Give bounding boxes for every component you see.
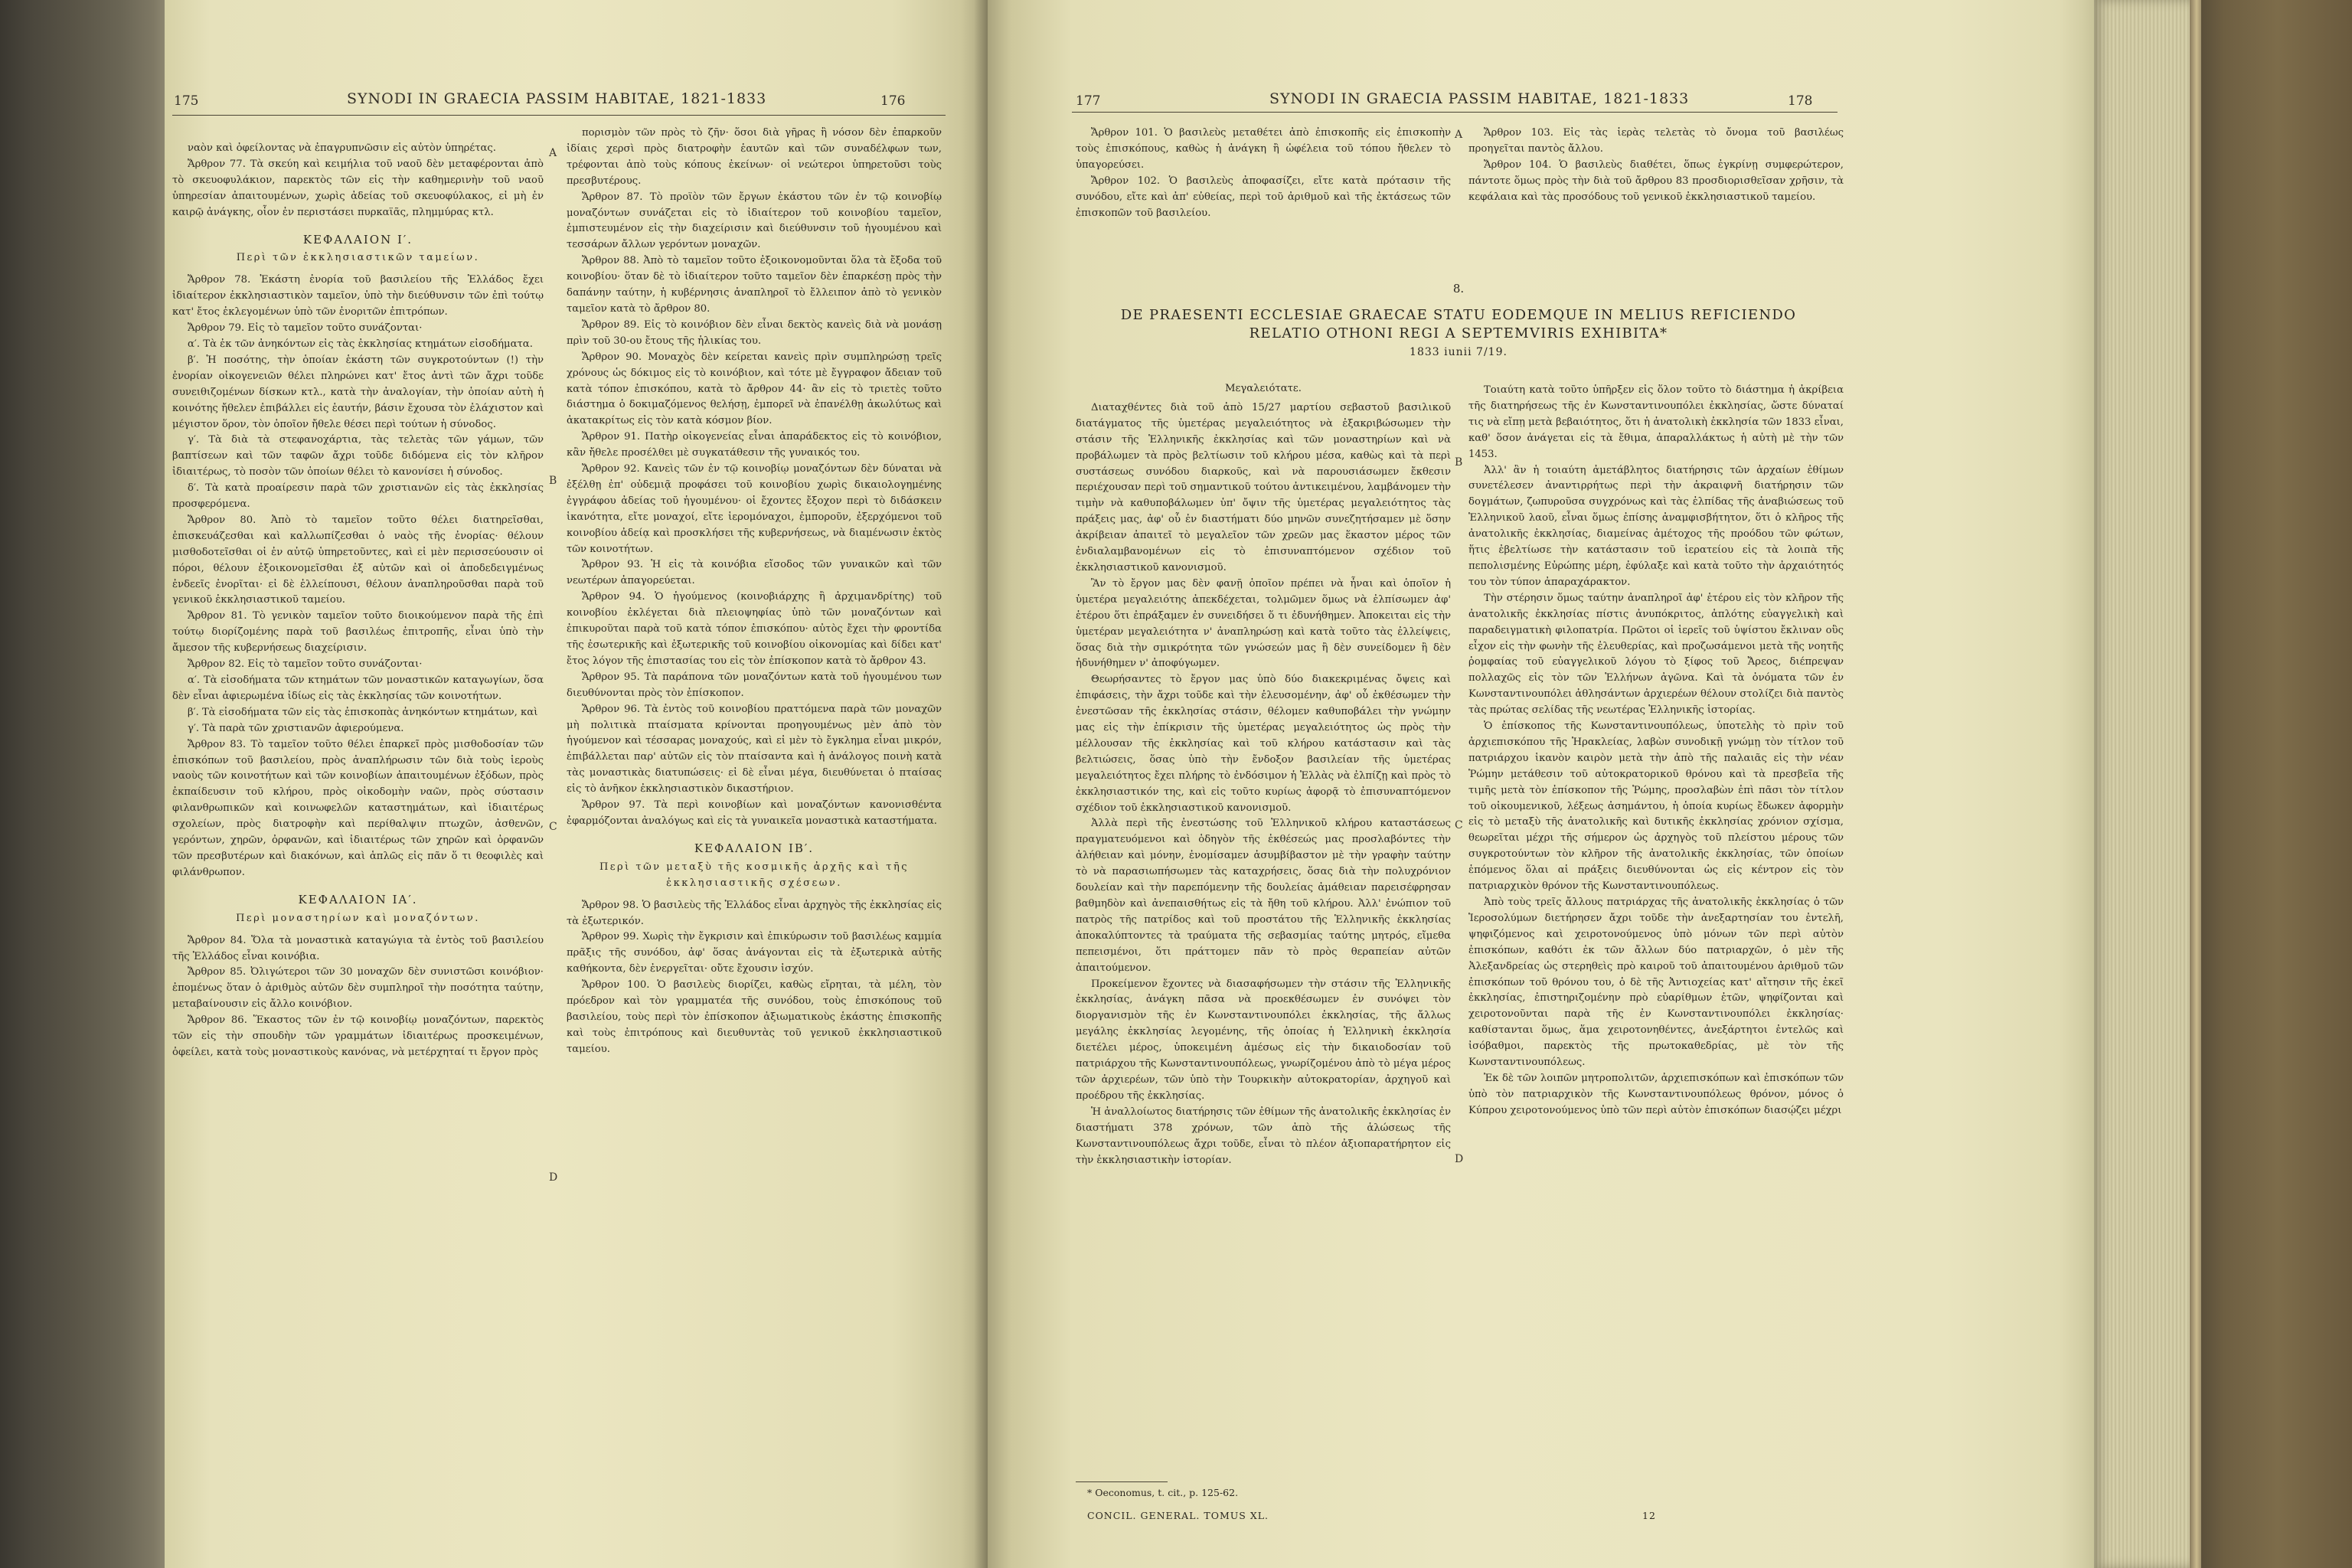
right-margin-marker-b: B xyxy=(1455,456,1463,469)
chapter-subtitle: Περὶ μοναστηρίων καὶ μοναζόντων. xyxy=(236,912,480,924)
margin-marker-d: D xyxy=(549,1171,558,1184)
paragraph: Ἄρθρον 94. Ὁ ἡγούμενος (κοινοβιάρχης ἢ ἀρχιμανδρίτης) τοῦ κοινοβίου ἐκλέγεται διὰ πλειοψηφίας ὑπὸ τῶν μοναζόντων καὶ ἐπικυροῦται παρὰ τοῦ κατὰ τόπον ἐπισκόπου· αὐτὸς ἔχει τὴν φροντίδα τῆς ἐσωτερικῆς καὶ ἐξωτερικῆς τοῦ κοινοβίου οἰκονομίας καὶ δίδει κατ' ἔτος λόγον τῆς ἐπιστασίας του εἰς τὸν ἐπίσκοπον κατὰ τὸ ἄρθρον 43. xyxy=(567,591,942,667)
paragraph: α′. Τὰ ἐκ τῶν ἀνηκόντων εἰς τὰς ἐκκλησίας κτημάτων εἰσοδήματα. xyxy=(188,338,533,350)
page-number-175: 175 xyxy=(174,93,199,109)
document-heading xyxy=(1072,282,1845,358)
document-date: 1833 iunii 7/19. xyxy=(1410,346,1508,358)
paragraph: Ἄρθρον 96. Τὰ ἐντὸς τοῦ κοινοβίου πραττόμενα παρὰ τῶν μοναχῶν μὴ πολιτικὰ πταίσματα κρίνονται προηγουμένως μὲν ἀπὸ τὸν ἡγούμενον καὶ τέσσαρας μοναχούς, καὶ εἰ μὲν τὸ ἔγκλημα εἶναι μικρόν, ἐπιβάλλεται παρ' αὐτῶν εἰς τὸν πταίσαντα καὶ ἡ ἀνάλογος ποινὴ κατὰ τὰς μοναστικὰς διατυπώσεις· εἰ δὲ εἶναι μέγα, διευθύνεται ὁ πταίσας εἰς τὸ ἀνῆκον ἐκκλησιαστικὸν δικαστήριον. xyxy=(567,703,942,795)
paragraph: Ἄρθρον 88. Ἀπὸ τὸ ταμεῖον τοῦτο ἐξοικονομοῦνται ὅλα τὰ ἔξοδα τοῦ κοινοβίου· ὅταν δὲ τὸ ἰδιαίτερον τοῦτο ταμεῖον δὲν ἐπαρκέσῃ πρὸς τὴν δαπάνην ταύτην, ἡ κυβέρνησις ἀναπληροῖ τὸ ἔλλειπον ἀπὸ τὸ γενικὸν ταμεῖον κατὰ τὸ ἄρθρον 80. xyxy=(567,255,942,315)
right-column-2 xyxy=(1468,383,1844,1519)
chapter-heading: ΚΕΦΑΛΑΙΟΝ Ι′. xyxy=(302,232,413,247)
document-title-line-2: RELATIO OTHONI REGI A SEPTEMVIRIS EXHIBITA* xyxy=(1249,325,1668,341)
left-column-2 xyxy=(567,126,942,1542)
paragraph: Ἄρθρον 103. Εἰς τὰς ἱερὰς τελετὰς τὸ ὄνομα τοῦ βασιλέως προηγεῖται παντὸς ἄλλου. xyxy=(1468,127,1844,155)
paragraph: Ἄρθρον 95. Τὰ παράπονα τῶν μοναζόντων κατὰ τοῦ ἡγουμένου των διευθύνονται πρὸς τὸν ἐπίσκοπον. xyxy=(567,671,942,699)
right-top-column-1 xyxy=(1076,126,1451,256)
paragraph: Ἄρθρον 91. Πατὴρ οἰκογενείας εἶναι ἀπαράδεκτος εἰς τὸ κοινόβιον, κἂν ἤθελε προσέλθει μὲ συγκατάθεσιν τῆς γυναικός του. xyxy=(567,431,942,459)
paragraph: Ἄρθρον 83. Τὸ ταμεῖον τοῦτο θέλει ἐπαρκεῖ πρὸς μισθοδοσίαν τῶν ἐπισκόπων τοῦ βασιλείου, πρὸς ἀναπλήρωσιν τῶν διὰ τοὺς ἱεροὺς ναοὺς τῶν κοινοτήτων καὶ τῶν κοινοβίων ἀπαιτουμένων ἐξόδων, πρὸς ἐκπαίδευσιν τοῦ κλήρου, πρὸς οἰκοδομὴν ναῶν, πρὸς σύστασιν φιλανθρωπικῶν καὶ κοινωφελῶν καταστημάτων, καὶ ἰδιαιτέρως σχολείων, πρὸς διατροφὴν καὶ περίθαλψιν πτωχῶν, ἀσθενῶν, γερόντων, χηρῶν, ὀρφανῶν, καὶ ἰδιαιτέρως τῶν χηρῶν καὶ ὀρφανῶν τῶν πρεσβυτέρων καὶ διακόνων, καὶ ἁπλῶς εἰς πᾶν ὅ τι θεοφιλὲς καὶ φιλάνθρωπον. xyxy=(172,738,544,878)
right-column-1 xyxy=(1076,378,1451,1519)
paragraph: Ἄρθρον 99. Χωρὶς τὴν ἔγκρισιν καὶ ἐπικύρωσιν τοῦ βασιλέως καμμία πρᾶξις τῆς συνόδου, ἀφ' ὅσας ἀνάγονται εἰς τὰ ἐξωτερικὰ αὐτῆς καθήκοντα, δὲν ἐνεργεῖται· οὔτε ἔχουσιν ἰσχύν. xyxy=(567,931,942,975)
paragraph: Ἄρθρον 86. Ἕκαστος τῶν ἐν τῷ κοινοβίῳ μοναζόντων, παρεκτὸς τῶν εἰς τὴν σπουδὴν τῶν γραμμάτων ἰδιαιτέρως προσκειμένων, ὀφείλει, κατὰ τοὺς μοναστικοὺς κανόνας, νὰ μετέρχηταί τι ἔργον πρὸς xyxy=(172,1014,544,1058)
page-number-176: 176 xyxy=(880,93,906,109)
paragraph: Ἄρθρον 92. Κανεὶς τῶν ἐν τῷ κοινοβίῳ μοναζόντων δὲν δύναται νὰ ἐξέλθῃ ἐπ' οὐδεμιᾷ προφάσει τοῦ κοινοβίου χωρὶς δικαιολογημένης ἐγγράφου ἀδείας τοῦ ἡγουμένου· οἱ ἔχοντες ἔξοχον περὶ τὸ διδάσκειν ἱκανότητα, εἴτε μοναχοί, εἴτε ἱερομόναχοι, ἐμποροῦν, ἐξερχόμενοι τοῦ κοινοβίου ἀδείᾳ καὶ προσκλήσει τῆς κυβερνήσεως, νὰ διαμένωσιν ἐκτὸς τῶν κοινοτήτων. xyxy=(567,463,942,555)
paragraph: Ἄρθρον 101. Ὁ βασιλεὺς μεταθέτει ἀπὸ ἐπισκοπῆς εἰς ἐπισκοπὴν τοὺς ἐπισκόπους, καθὼς ἡ ἀνάγκη ἢ ὠφέλεια τοῦ τόπου ἤθελεν τὸ ὑπαγορεύσει. xyxy=(1076,127,1451,171)
paragraph: Ἄρθρον 93. Ἡ εἰς τὰ κοινόβια εἴσοδος τῶν γυναικῶν καὶ τῶν νεωτέρων ἀπαγορεύεται. xyxy=(567,559,942,587)
book-cover xyxy=(2201,0,2352,1568)
paragraph: Ἄρθρον 79. Εἰς τὸ ταμεῖον τοῦτο συνάζονται· xyxy=(188,322,423,335)
page-edges xyxy=(2094,0,2201,1568)
paragraph: Ἀλλὰ περὶ τῆς ἐνεστώσης τοῦ Ἑλληνικοῦ κλήρου καταστάσεως πραγματευόμενοι καὶ ὁδηγὸν τῆς ἐκθέσεώς μας προσλαβόντες τὴν ἀλήθειαν καὶ μόνην, ἐνομίσαμεν ἀσυμβίβαστον μὲ τὴν γραφὴν ταύτην τὸ νὰ παρασιωπήσωμεν τὰς καταχρήσεις, ὅσας διὰ τὴν πολυχρόνιον δουλείαν καὶ τὴν παρεπόμενην τῆς δουλείας ἀμάθειαν παρεισέφρησαν βαθμηδὸν καὶ ἀνεπαισθήτως εἰς τὰ ἤθη τοῦ κλήρου. Ἀλλ' ἐνώπιον τοῦ πατρὸς τῆς πατρίδος καὶ τοῦ προστάτου τῆς Ἑλληνικῆς ἐκκλησίας ἀποκαλύπτοντες τὰ τραύματα τῆς σεβασμίας ταύτης μητρός, εἴμεθα πεπεισμένοι, ὅτι πράττομεν πᾶν τὸ πρὸς θεραπείαν αὐτῶν ἀπαιτούμενον. xyxy=(1076,818,1451,974)
paragraph: Ἄρθρον 97. Τὰ περὶ κοινοβίων καὶ μοναζόντων κανονισθέντα ἐφαρμόζονται ἀναλόγως καὶ εἰς τὰ γυναικεῖα μοναστικὰ καταστήματα. xyxy=(567,799,942,827)
right-margin-marker-c: C xyxy=(1455,819,1463,831)
paragraph: Ἄρθρον 104. Ὁ βασιλεὺς διαθέτει, ὅπως ἐγκρίνῃ συμφερώτερον, πάντοτε ὅμως πρὸς τὴν διὰ τοῦ ἄρθρου 83 προσδιορισθεῖσαν χρῆσιν, τὰ κεφάλαια καὶ τὰς προσόδους τοῦ γενικοῦ ἐκκλησιαστικοῦ ταμείου. xyxy=(1468,158,1844,203)
margin-marker-b: B xyxy=(549,475,557,487)
paragraph: Ἄρθρον 81. Τὸ γενικὸν ταμεῖον τοῦτο διοικούμενον παρὰ τῆς ἐπὶ τούτῳ διορίζομένης παρὰ τοῦ βασιλέως ἐπιτροπῆς, εἶναι ὑπὸ τὴν ἄμεσον τῆς κυβερνήσεως διαχείρισιν. xyxy=(172,610,544,655)
head-rule-left xyxy=(172,115,946,116)
paragraph: γ′. Τὰ παρὰ τῶν χριστιανῶν ἀφιερούμενα. xyxy=(188,722,404,734)
footer-volume: CONCIL. GENERAL. TOMUS XL. xyxy=(1087,1510,1269,1521)
paragraph: Προκείμενον ἔχοντες νὰ διασαφήσωμεν τὴν στάσιν τῆς Ἑλληνικῆς ἐκκλησίας, ἀνάγκη πᾶσα νὰ προεκθέσωμεν ἐν συνόψει τὸν διοργανισμὸν τῆς ἐν Κωνσταντινουπόλει ἐκκλησίας, τῆς ἄλλως μεγάλης ἐκκλησίας λεγομένης, τῆς ὁποίας ἡ Ἑλληνικὴ ἐκκλησία διετέλει μέρος, ὑποκειμένη ἀμέσως εἰς τὴν δικαιοδοσίαν τοῦ πατριάρχου τῆς Κωνσταντινουπόλεως, γνωρίζομένου ἀπὸ τὸ μέγα μέρος τῶν ἀρχιερέων, τῶν ὑπὸ τὴν Τουρκικὴν αὐτοκρατορίαν, ἀρχηγοῦ καὶ προέδρου τῆς ἐκκλησίας. xyxy=(1076,978,1451,1102)
paragraph: Ἄρθρον 80. Ἀπὸ τὸ ταμεῖον τοῦτο θέλει διατηρεῖσθαι, ἐπισκευάζεσθαι καὶ καλλωπίζεσθαι ὁ ναὸς τῆς ἐνορίας· θέλουν μισθοδοτεῖσθαι οἱ ἐν αὐτῷ ὑπηρετοῦντες, καὶ εἰ μὲν περισσεύουσιν οἱ πόροι, θέλουν ἐξοικονομεῖσθαι ἐξ αὐτῶν καὶ οἱ ἀποδεδειγμένως ἐνδεεῖς ἐνορῖται· εἰ δὲ ἐλλείπουσι, θέλουν ἀναπληροῦσθαι παρὰ τοῦ γενικοῦ ἐκκλησιαστικοῦ ταμείου. xyxy=(172,514,544,606)
paragraph: πορισμὸν τῶν πρὸς τὸ ζῆν· ὅσοι διὰ γῆρας ἢ νόσον δὲν ἐπαρκοῦν ἰδίαις χερσὶ πρὸς διατροφὴν ἑαυτῶν καὶ τῶν συναδέλφων των, τρέφονται ἀπὸ τοὺς κόπους ἐκείνων· οἱ νεώτεροι ὑπηρετοῦσι τοὺς πρεσβυτέρους. xyxy=(567,127,942,187)
footnote: * Oeconomus, t. cit., p. 125-62. xyxy=(1087,1487,1239,1498)
paragraph: β′. Τὰ εἰσοδήματα τῶν εἰς τὰς ἐπισκοπὰς ἀνηκόντων κτημάτων, καὶ xyxy=(188,706,538,718)
head-rule-right xyxy=(1072,112,1838,113)
paragraph: Ἄρθρον 98. Ὁ βασιλεὺς τῆς Ἑλλάδος εἶναι ἀρχηγὸς τῆς ἐκκλησίας εἰς τὰ ἐξωτερικόν. xyxy=(567,899,942,927)
paragraph: β′. Ἡ ποσότης, τὴν ὁποίαν ἑκάστη τῶν συγκροτούντων (!) τὴν ἐνορίαν οἰκογενειῶν θέλει πληρώνει κατ' ἔτος ἀντὶ τῶν ἄχρι τοῦδε συνειθιζομένων δίσκων κτλ., κατὰ τὴν ἀναλογίαν, τὴν ὁποίαν αὐτὴ ἡ κοινότης ἤθελεν ἐπιβάλλει εἰς ἑαυτήν, βάσιν ἔχουσα τὸν ἐλάχιστον καὶ μέγιστον ὅρον, τὸν ὁποῖον ἤθελε θέσει περὶ τούτων ἡ σύνοδος. xyxy=(172,354,544,430)
running-head-left: SYNODI IN GRAECIA PASSIM HABITAE, 1821-1833 xyxy=(347,90,767,107)
left-column-1 xyxy=(172,141,544,1542)
paragraph: γ′. Τὰ διὰ τὰ στεφανοχάρτια, τὰς τελετὰς τῶν γάμων, τῶν βαπτίσεων καὶ τῶν ταφῶν ἄχρι τοῦδε διδόμενα εἰς τὸν κλῆρον ἰδιαιτέρως, τὸ ποσὸν τῶν ὁποίων θέλει τὸ κανονίσει ἡ σύνοδος. xyxy=(172,434,544,479)
chapter-heading: ΚΕΦΑΛΑΙΟΝ ΙΒ′. xyxy=(694,841,815,855)
paragraph: Ἄρθρον 90. Μοναχὸς δὲν κείρεται κανεὶς πρὶν συμπληρώσῃ τρεῖς χρόνους ὡς δόκιμος εἰς τὸ κοινόβιον, καὶ τότε μὲ ἔγγραφον ἄδειαν τοῦ κατὰ τόπον ἐπισκόπου, κατὰ τὸ ἄρθρον 44· ἂν εἰς τὸ τριετὲς τοῦτο διάστημα ὁ δοκιμαζόμενος θελήσῃ, ἐμπορεῖ νὰ ἐπανέλθῃ ἀκωλύτως καὶ ἀκατακρίτως εἰς τὸν κατὰ κόσμον βίον. xyxy=(567,351,942,427)
paragraph: Τοιαύτη κατὰ τοῦτο ὑπῆρξεν εἰς ὅλον τοῦτο τὸ διάστημα ἡ ἀκρίβεια τῆς διατηρήσεως τῆς ἐν Κωνσταντινουπόλει ἐκκλησίας, ὥστε δύναταί τις νὰ εἴπῃ μετὰ βεβαιότητος, ὅτι ἡ ἀνατολικὴ ἐκκλησία τῶν 1833 εἶναι, καθ' ὅσον ἀνάγεται εἰς τὰ ἔθιμα, ἀπαραλλάκτως ἡ αὐτὴ μὲ τὴν τῶν 1453. xyxy=(1468,384,1844,460)
paragraph: Ἄρθρον 82. Εἰς τὸ ταμεῖον τοῦτο συνάζονται· xyxy=(188,658,423,671)
paragraph: Ἐκ δὲ τῶν λοιπῶν μητροπολιτῶν, ἀρχιεπισκόπων καὶ ἐπισκόπων τῶν ὑπὸ τὸν πατριαρχικὸν τῆς Κωνσταντινουπόλεως θρόνον, μόνος ὁ Κύπρου χειροτονούμενος ὑπὸ τῶν περὶ αὐτὸν ἐπισκόπων διασῴζει μέχρι xyxy=(1468,1072,1844,1116)
paragraph: δ′. Τὰ κατὰ προαίρεσιν παρὰ τῶν χριστιανῶν εἰς τὰς ἐκκλησίας προσφερόμενα. xyxy=(172,482,544,511)
right-page xyxy=(988,0,2159,1568)
paragraph: Τὴν στέρησιν ὅμως ταύτην ἀναπληροῖ ἀφ' ἑτέρου εἰς τὸν κλῆρον τῆς ἀνατολικῆς ἐκκλησίας πίστις ἀνυπόκριτος, ἁπλότης εὐαγγελικὴ καὶ παραδειγματικὴ φιλοπατρία. Πρῶτοι οἱ ἱερεῖς τοῦ ὑψίστου ἔκλιναν οὓς εἶχον εἰς τὴν φωνὴν τῆς ἐλευθερίας, καὶ προζωσάμενοι μετὰ τῆς νοητῆς ῥομφαίας τοῦ εὐαγγελικοῦ λόγου τὸ ξίφος τοῦ Ἄρεος, διέπρεψαν πολλαχῶς εἰς τὸν τῶν Ἑλλήνων ἀγῶνα. Καὶ τὰ ὀνόματα τῶν ἐν Κωνσταντινουπόλει ἀθλησάντων ἀρχιερέων θέλουν στολίζει διὰ παντὸς τὰς πρώτας σελίδας τῆς νεωτέρας Ἑλληνικῆς ἱστορίας. xyxy=(1468,592,1844,717)
document-number: 8. xyxy=(1452,282,1465,296)
paragraph: Ἄρθρον 100. Ὁ βασιλεὺς διορίζει, καθὼς εἴρηται, τὰ μέλη, τὸν πρόεδρον καὶ τὸν γραμματέα τῆς συνόδου, τοὺς ἐπισκόπους τοῦ βασιλείου, τοὺς περὶ τὸν ἐπίσκοπον ἀξιωματικοὺς ἑκάστης ἐπισκοπῆς καὶ τοὺς ἐπιτρόπους καὶ διευθυντὰς τοῦ γενικοῦ ἐκκλησιαστικοῦ ταμείου. xyxy=(567,979,942,1055)
paragraph: Ἡ ἀναλλοίωτος διατήρησις τῶν ἐθίμων τῆς ἀνατολικῆς ἐκκλησίας ἐν διαστήματι 378 χρόνων, τῶν ἀπὸ τῆς ἁλώσεως τῆς Κωνσταντινουπόλεως ἄχρι τοῦδε, εἶναι τὸ πλέον ἀξιοπαρατήρητον εἰς τὴν ἐκκλησιαστικὴν ἱστορίαν. xyxy=(1076,1106,1451,1166)
right-top-column-2 xyxy=(1468,126,1844,256)
paragraph: Ἄρθρον 77. Τὰ σκεύη καὶ κειμήλια τοῦ ναοῦ δὲν μεταφέρονται ἀπὸ τὸ σκευοφυλάκιον, παρεκτὸς τῶν εἰς τὴν καθημερινὴν τοῦ ναοῦ ὑπηρεσίαν ἀπαιτουμένων, χωρὶς ἀδείας τοῦ σκευοφύλακος, εἰ μὴ ἐν καιρῷ ἀνάγκης, οἷον ἐν περιστάσει πυρκαϊᾶς, πλημμύρας κτλ. xyxy=(172,158,544,218)
paragraph: Ἄρθρον 102. Ὁ βασιλεὺς ἀποφασίζει, εἴτε κατὰ πρότασιν τῆς συνόδου, εἴτε καὶ ἀπ' εὐθείας, περὶ τοῦ ἀριθμοῦ καὶ τῆς ἐκτάσεως τῶν ἐπισκοπῶν τοῦ βασιλείου. xyxy=(1076,175,1451,219)
chapter-subtitle: Περὶ τῶν ἐκκλησιαστικῶν ταμείων. xyxy=(236,252,480,264)
paragraph: ναὸν καὶ ὀφείλοντας νὰ ἐπαγρυπνῶσιν εἰς αὐτὸν ὑπηρέτας. xyxy=(188,142,496,154)
footnote-rule xyxy=(1076,1481,1168,1482)
paragraph: Ἄρθρον 85. Ὀλιγώτεροι τῶν 30 μοναχῶν δὲν συνιστῶσι κοινόβιον· ἐπομένως ὅταν ὁ ἀριθμὸς αὐτῶν δὲν συμπληροῖ τὴν ποσότητα ταύτην, μεταβαίνουσιν εἰς ἄλλο κοινόβιον. xyxy=(172,966,544,1011)
paragraph: Θεωρήσαντες τὸ ἔργον μας ὑπὸ δύο διακεκριμένας ὄψεις καὶ ἐπιφάσεις, τὴν ἄχρι τοῦδε καὶ τὴν ἐλευσομένην, ἀφ' οὗ ἐκθέσωμεν τὴν ἐνεστῶσαν τῆς ἐκκλησίας στάσιν, θέλομεν καθυποβάλει τὴν γνώμην μας εἰς τὴν ἐπίκρισιν τῆς ὑμετέρας μεγαλειότητος ὡς πρὸς τὴν μέλλουσαν τῆς ἐκκλησίας καὶ τοῦ κλήρου κατάστασιν καὶ τὰς βελτιώσεις, ὅσας ὑπὸ τὴν ἔνδοξον βασιλείαν τῆς ὑμετέρας μεγαλειότητος ἔχει πλήρης τὸ ἐνδόσιμον ἡ Ἑλλὰς νὰ ἐλπίζῃ καὶ πρὸς τὸ ἐκκλησιαστικόν της, καὶ εἰς τοῦτο κυρίως ἀφορᾷ τὸ ἐπισυναπτόμενον σχέδιον τοῦ ἐκκλησιαστικοῦ κανονισμοῦ. xyxy=(1076,674,1451,814)
running-head-right: SYNODI IN GRAECIA PASSIM HABITAE, 1821-1833 xyxy=(1269,90,1690,107)
paragraph: Ὁ ἐπίσκοπος τῆς Κωνσταντινουπόλεως, ὑποτελὴς τὸ πρὶν τοῦ ἀρχιεπισκόπου τῆς Ἡρακλείας, λαβὼν συνοδικῇ γνώμῃ τὸν τίτλον τοῦ πατριάρχου ἱκανὸν καιρὸν μετὰ τὴν ἀπὸ τῆς παλαιᾶς εἰς τὴν νέαν Ῥώμην μετάθεσιν τοῦ αὐτοκρατορικοῦ θρόνου καὶ τὰ πρεσβεῖα τῆς τιμῆς μετὰ τὸν ἐπίσκοπον τῆς Ῥώμης, προσλαβὼν ἐπὶ πᾶσι τὸν τίτλον τοῦ οἰκουμενικοῦ, λέξεως ἀσημάντου, ἡ ὁποία κυρίως ἔδωκεν ἀφορμὴν εἰς τὸ μεταξὺ τῆς ἀνατολικῆς καὶ δυτικῆς ἐκκλησίας χρόνιον σχίσμα, θεωρεῖται μέχρι τῆς σήμερον ὡς ἀρχηγὸς τοῦ πλείστου μέρους τῶν συγκροτούντων τὸν κλῆρον τῆς ἀνατολικῆς ἐκκλησίας, τῶν ὁποίων ἑπόμενος ὅλαι αἱ πράξεις διευθύνονται ὡς εἰς κέντρον εἰς τὸν πατριαρχικὸν θρόνον τῆς Κωνσταντινουπόλεως. xyxy=(1468,720,1844,893)
document-title-line-1: DE PRAESENTI ECCLESIAE GRAECAE STATU EODEMQUE IN MELIUS REFICIENDO xyxy=(1120,307,1797,323)
paragraph: Ἄρθρον 78. Ἑκάστη ἐνορία τοῦ βασιλείου τῆς Ἑλλάδος ἔχει ἰδιαίτερον ἐκκλησιαστικὸν ταμεῖον, ὑπὸ τὴν διεύθυνσιν τῶν ἐπὶ τούτῳ κατ' ἔτος ἐκλεγομένων ὑπὸ τῶν ἐνοριτῶν ἐπιτρόπων. xyxy=(172,274,544,318)
margin-marker-a: A xyxy=(549,147,557,159)
paragraph: Ἄρθρον 89. Εἰς τὸ κοινόβιον δὲν εἶναι δεκτὸς κανεὶς διὰ νὰ μονάσῃ πρὶν τοῦ 30-ου ἔτους τῆς ἡλικίας του. xyxy=(567,318,942,347)
page-number-177: 177 xyxy=(1076,93,1101,109)
paragraph: Ἀπὸ τοὺς τρεῖς ἄλλους πατριάρχας τῆς ἀνατολικῆς ἐκκλησίας ὁ τῶν Ἱεροσολύμων διετήρησεν ἄχρι τοῦδε τὴν ἀνεξαρτησίαν του ἐντελῆ, ψηφιζόμενος καὶ χειροτονούμενος ὑπὸ μόνων τῶν περὶ αὐτὸν ἐπισκόπων, καθότι ἐκ τῶν ἄλλων δύο πατριαρχῶν, ὁ μὲν τῆς Ἀλεξανδρείας ὡς στερηθεὶς πρὸ καιροῦ τοῦ ἀπαιτουμένου ἀριθμοῦ τῶν ἐπισκόπων τοῦ θρόνου του, ὁ δὲ τῆς Ἀντιοχείας κατ' αἴτησιν τῆς ἐκεῖ ἐκκλησίας, ἐπιστηριζομένην πρὸ εὐαρίθμων ἐτῶν, ψηφίζονται καὶ χειροτονοῦνται παρὰ τῆς ἐν Κωνσταντινουπόλει ἐκκλησίας· καθίστανται ὅμως, ἅμα χειροτονηθέντες, ἀνεξάρτητοι ἐντελῶς καὶ ἰσόβαθμοι, παρεκτὸς τῆς πρωτοκαθεδρίας, μὲ τὸν τῆς Κωνσταντινουπόλεως. xyxy=(1468,897,1844,1069)
paragraph: Διαταχθέντες διὰ τοῦ ἀπὸ 15/27 μαρτίου σεβαστοῦ βασιλικοῦ διατάγματος τῆς ὑμετέρας μεγαλειότητος νὰ ἐξακριβώσωμεν τὴν στάσιν τῆς Ἑλληνικῆς ἐκκλησίας καὶ τῶν μοναστηρίων καὶ νὰ προβάλωμεν τὰ πρὸς βελτίωσιν τοῦ κλήρου μέσα, καθὼς καὶ τὰ περὶ συστάσεως συνόδου διαρκοῦς, καὶ νὰ παρουσιάσωμεν ἔκθεσιν περιέχουσαν περὶ τοῦ σημαντικοῦ τούτου ἀντικειμένου, λαμβάνομεν τὴν τιμὴν νὰ καθυποβάλωμεν ὑπ' ὄψιν τῆς ὑμετέρας μεγαλειότητος τὰς πράξεις μας, ἀφ' οὗ ἐν διαστήματι δύο μηνῶν συνεζητήσαμεν μὲ ὅσην ἀκρίβειαν ἀπαιτεῖ τὸ μεγαλεῖον τῶν χρεῶν μας ἕκαστον μέρος τῶν ἐνδιαλαμβανομένων εἰς τὸ ἐπισυναπτόμενον σχέδιον τοῦ ἐκκλησιαστικοῦ κανονισμοῦ. xyxy=(1076,401,1451,573)
paragraph: Ἄρθρον 84. Ὅλα τὰ μοναστικὰ καταγώγια τὰ ἐντὸς τοῦ βασιλείου τῆς Ἑλλάδος εἶναι κοινόβια. xyxy=(172,934,544,962)
chapter-subtitle: Περὶ τῶν μεταξὺ τῆς κοσμικῆς ἀρχῆς καὶ τῆς ἐκκλησιαστικῆς σχέσεων. xyxy=(599,861,910,889)
page-number-178: 178 xyxy=(1788,93,1813,109)
right-margin-marker-a: A xyxy=(1455,129,1463,141)
paragraph: Ἂν τὸ ἔργον μας δὲν φανῇ ὁποῖον πρέπει νὰ ἦναι καὶ ὁποῖον ἡ ὑμετέρα μεγαλειότης ἀπεκδέχεται, τολμῶμεν ὅμως νὰ ἐλπίσωμεν ἀφ' ἑτέρου ὅτι ἐπράξαμεν ἐν συνειδήσει ὅ τι ἐδυνήθημεν. Ἀποκειται εἰς τὴν ὑμετέραν μεγαλειότητα ν' ἀναπληρώσῃ καὶ κατὰ τοῦτο τὰς ἐλλείψεις, ὅσας διὰ τὴν σμικρότητα τῶν γνώσεών μας ἢ δὲν συνείδομεν ἢ δὲν ἠδυνήθημεν ν' ἀποφύγωμεν. xyxy=(1076,577,1451,670)
chapter-heading: ΚΕΦΑΛΑΙΟΝ ΙΑ′. xyxy=(298,892,418,906)
paragraph: Ἀλλ' ἂν ἡ τοιαύτη ἀμετάβλητος διατήρησις τῶν ἀρχαίων ἐθίμων συνετέλεσεν ἀναντιρρήτως περὶ τὴν ἀκραιφνῆ διατήρησιν τῶν δογμάτων, ζωπυροῦσα συγχρόνως καὶ τὰς ἐλπίδας τῆς ἀναβιώσεως τοῦ Ἑλληνικοῦ λαοῦ, εἶναι ὅμως ἐπίσης ἀναμφισβήτητον, ὅτι ὁ κλῆρος τῆς ἀνατολικῆς ἐκκλησίας, διαμείνας ἀμέτοχος τῆς προόδου τῶν φώτων, ἥτις ἐβελτίωσε τὴν κατάστασιν τοῦ ἱερατείου εἰς τὰ λοιπὰ τῆς πεπολισμένης Εὐρώπης μέρη, ἐφύλαξε καὶ κατὰ τοῦτο τὴν ἀρχαιότητός του τὸν τύπον ἀπαραχάρακτον. xyxy=(1468,464,1844,588)
right-margin-marker-d: D xyxy=(1455,1153,1464,1165)
margin-marker-c: C xyxy=(549,821,557,833)
left-page xyxy=(165,0,988,1568)
paragraph: α′. Τὰ εἰσοδήματα τῶν κτημάτων τῶν μοναστικῶν καταγωγίων, ὅσα δὲν εἶναι ἀφιερωμένα ἰδίως εἰς τὰς ἐκκλησίας τῶν κοινοτήτων. xyxy=(172,675,544,702)
salutation: Μεγαλειότατε. xyxy=(1225,383,1302,394)
footer-signature: 12 xyxy=(1642,1510,1656,1521)
paragraph: Ἄρθρον 87. Τὸ προϊὸν τῶν ἔργων ἑκάστου τῶν ἐν τῷ κοινοβίῳ μοναζόντων συνάζεται εἰς τὸ ἰδιαίτερον τοῦ κοινοβίου ταμεῖον, ἐμπιστευμένον εἰς τὴν διαχείρισιν καὶ διεύθυνσιν τοῦ ἡγουμένου καὶ τεσσάρων ἄλλων γερόντων μοναχῶν. xyxy=(567,191,942,251)
